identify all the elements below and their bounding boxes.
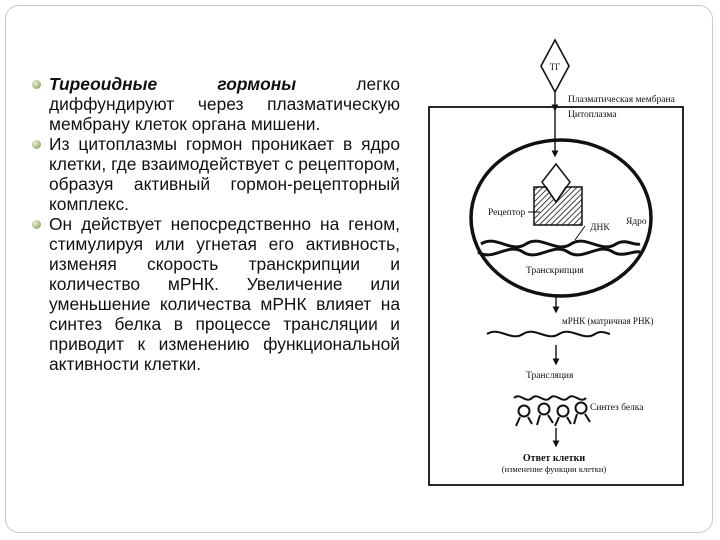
plasma-membrane-label: Плазматическая мембрана <box>568 95 675 105</box>
dna-strand-2 <box>478 249 640 255</box>
bullet-text: легко диффундируют через плазматическую мембрану клеток органа мишени. <box>49 74 400 134</box>
bullet-text: Из цитоплазмы гормон проникает в ядро клетки, где взаимодействует с рецептором, образуя активный гормон-рецепторный комплекс. <box>49 134 400 214</box>
cell-response-label: Ответ клетки <box>522 453 586 464</box>
cytoplasm-label: Цитоплазма <box>568 110 617 120</box>
protein-synthesis-label: Синтез белка <box>590 403 644 413</box>
mrna-label: мРНК (матричная РНК) <box>562 316 654 326</box>
cell-response-note: (изменение функции клетки) <box>501 464 607 474</box>
bullet-lead: Тиреоидные гормоны <box>49 74 297 94</box>
dna-pointer <box>575 226 585 240</box>
translation-label: Трансляция <box>526 371 574 381</box>
mrna-strand <box>487 332 610 337</box>
ribosomes-icon <box>514 396 590 426</box>
bullet-text: Он действует непосредственно на геном, стимулируя или угнетая его активность, изменяя скорость транскрипции и количество мРНК. Увеличение или уменьшение количества мРНК влияет на синтез белка в процессе трансляции и приводит к изменению функциональной активности клетки. <box>49 214 400 374</box>
dna-label: ДНК <box>590 223 610 233</box>
dna-strand <box>481 241 640 247</box>
receptor-label: Рецептор <box>488 208 526 218</box>
transcription-label: Транскрипция <box>526 266 584 276</box>
nucleus-label: Ядро <box>626 217 647 227</box>
hormone-label: ТГ <box>549 62 561 72</box>
